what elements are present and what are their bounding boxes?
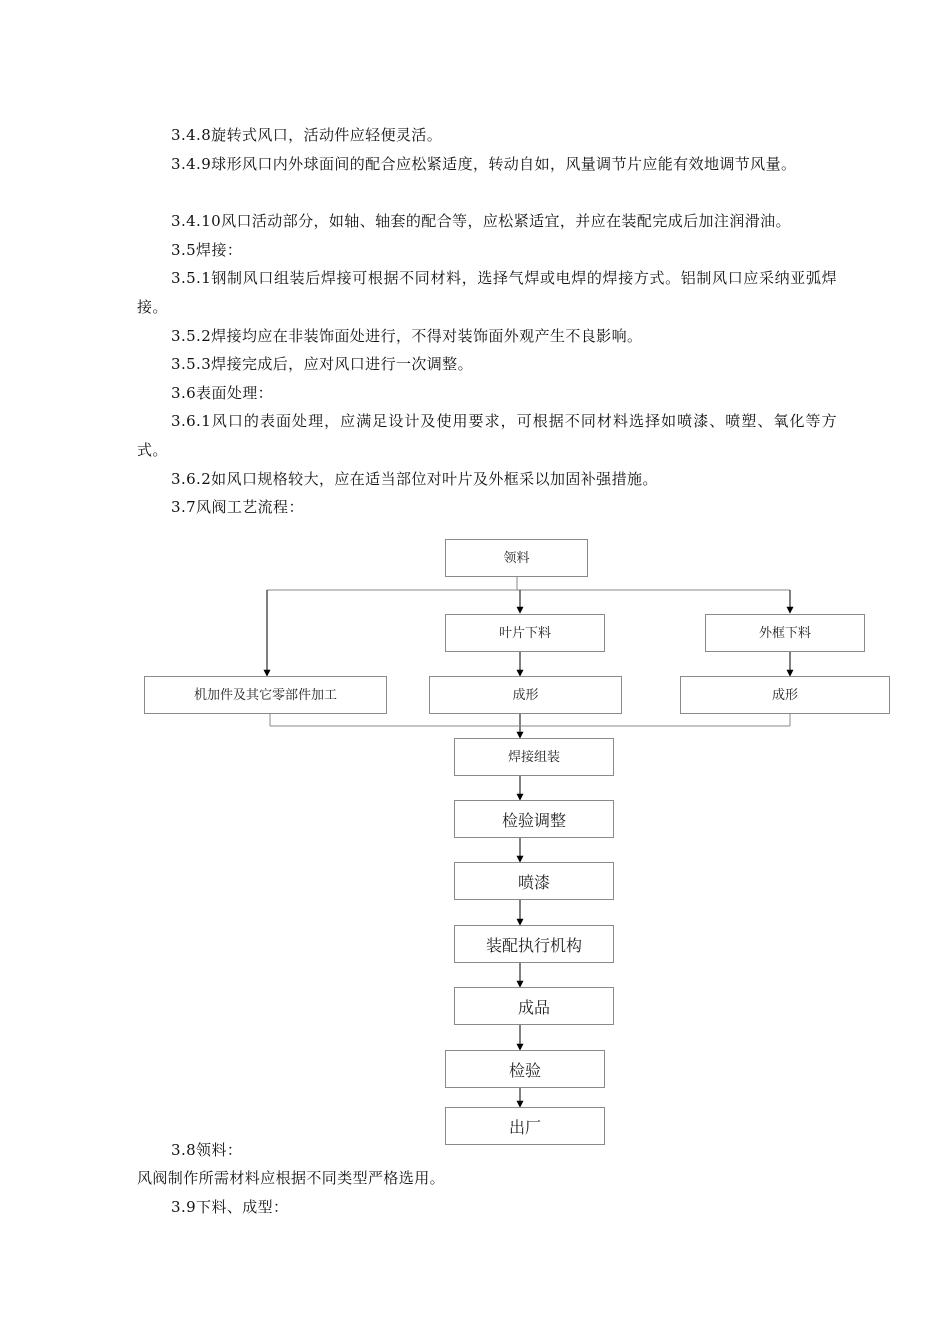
paragraph-3-4-10: 3.4.10风口活动部分，如轴、轴套的配合等，应松紧适宜，并应在装配完成后加注润滑油。	[171, 212, 791, 230]
flow-box-inspect-adjust: 检验调整	[454, 800, 614, 838]
paragraph-3-5-3: 3.5.3焊接完成后，应对风口进行一次调整。	[171, 355, 473, 373]
paragraph-3-6-2: 3.6.2如风口规格较大，应在适当部位对叶片及外框采以加固补强措施。	[171, 470, 658, 488]
paragraph-3-4-9: 3.4.9球形风口内外球面间的配合应松紧适度，转动自如，风量调节片应能有效地调节风量。	[171, 155, 797, 173]
paragraph-3-6-1: 3.6.1风口的表面处理，应满足设计及使用要求，可根据不同材料选择如喷漆、喷塑、氧化等方式。	[137, 412, 837, 459]
paragraph-3-5-1: 3.5.1钢制风口组装后焊接可根据不同材料，选择气焊或电焊的焊接方式。铝制风口应采纳亚弧焊接。	[137, 269, 837, 316]
flow-box-blade-form: 成形	[429, 676, 622, 714]
flow-box-finished: 成品	[454, 987, 614, 1025]
flow-box-frame-form: 成形	[680, 676, 890, 714]
flow-box-spray-paint: 喷漆	[454, 862, 614, 900]
paragraph-3-5-2: 3.5.2焊接均应在非装饰面处进行，不得对装饰面外观产生不良影响。	[171, 327, 643, 345]
heading-3-7: 3.7风阀工艺流程：	[171, 498, 304, 516]
heading-3-5: 3.5焊接：	[171, 241, 243, 259]
flow-box-shipment: 出厂	[445, 1107, 605, 1145]
heading-3-9: 3.9下料、成型：	[171, 1198, 289, 1216]
flow-box-blade-cut: 叶片下料	[445, 614, 605, 652]
flow-box-frame-cut: 外框下料	[705, 614, 865, 652]
heading-3-6: 3.6表面处理：	[171, 384, 274, 402]
flow-box-inspection: 检验	[445, 1050, 605, 1088]
heading-3-8: 3.8领料：	[171, 1141, 243, 1159]
flow-box-weld-assembly: 焊接组装	[454, 738, 614, 776]
flow-box-assemble-actuator: 装配执行机构	[454, 925, 614, 963]
paragraph-3-8-body: 风阀制作所需材料应根据不同类型严格选用。	[137, 1169, 446, 1187]
paragraph-3-4-8: 3.4.8旋转式风口，活动件应轻便灵活。	[171, 126, 443, 144]
flow-box-machining: 机加件及其它零部件加工	[144, 676, 387, 714]
flow-box-start: 领料	[445, 539, 588, 577]
